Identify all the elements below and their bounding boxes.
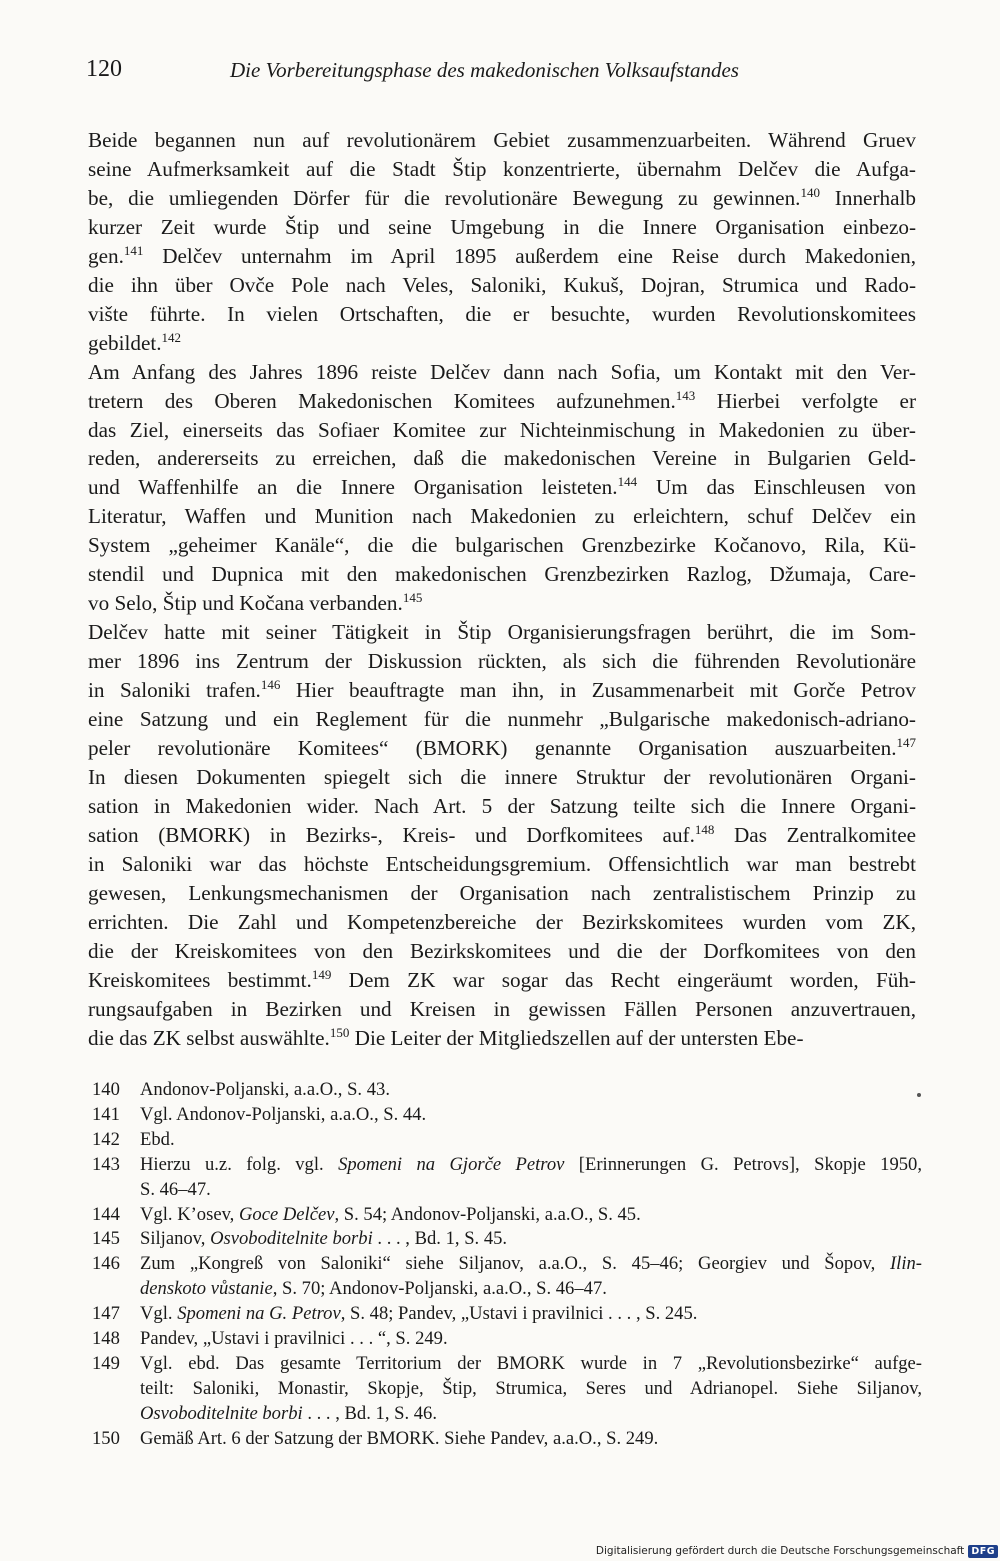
digitization-credit [596,1543,998,1559]
footnote-line [140,1178,922,1203]
line-text: seine Aufmerksamkeit auf die Stadt Štip konzentrierte, übernahm Delčev die Aufga- [88,156,916,181]
footnote-number: 149 [92,1352,120,1374]
footnote-ref[interactable]: 144 [617,474,638,490]
line-text: be, die umliegenden Dörfer für die revolutionäre Bewegung zu gewinnen. [88,185,801,210]
footnote-line [140,1103,922,1128]
footnote-title: Ilin- [889,1253,922,1275]
footnote-text: Vgl. [140,1303,178,1325]
text-line [88,734,916,763]
line-text: vište führte. In vielen Ortschaften, die er besuchte, wurden Revolutionskomitees [88,301,916,326]
main-text [88,126,916,1053]
footnote-text: . . . , Bd. 1, S. 45. [372,1228,508,1250]
running-title: Die Vorbereitungsphase des makedonischen Volksaufstandes [230,58,739,82]
line-text-tail: Delčev unternahm im April 1895 außerdem eine Reise durch Makedonien, [143,243,916,268]
footnote-text: [Erinnerungen G. Petrovs], Skopje 1950, [564,1153,922,1175]
footnote-text: Gemäß Art. 6 der Satzung der BMORK. Siehe Pandev, a.a.O., S. 249. [140,1427,659,1449]
footnote [92,1252,922,1302]
footnote-ref[interactable]: 146 [260,677,281,693]
footnote-title: denskoto vůstanie [140,1278,273,1300]
text-line [88,589,916,618]
line-text: Literatur, Waffen und Munition nach Makedonien zu erleichtern, schuf Delčev ein [88,504,916,529]
paragraph [88,618,916,1052]
text-line [88,444,916,473]
line-text: Beide begannen nun auf revolutionärem Gebiet zusammenzuarbeiten. Während Gruev [88,128,916,152]
line-text: vo Selo, Štip und Kočana verbanden. [88,591,403,616]
line-text: peler revolutionäre Komitees“ (BMORK) genannte Organisation auszuarbeiten. [88,736,897,761]
footnote-text: , S. 54; Andonov-Poljanski, a.a.O., S. 45. [334,1203,641,1225]
text-line [88,531,916,560]
footnote-line [140,1203,922,1228]
line-text: sation (BMORK) in Bezirks-, Kreis- und Dorfkomitees auf. [88,822,695,847]
footnote-number: 141 [92,1103,120,1125]
footnote-number: 147 [92,1303,120,1325]
text-line [88,850,916,879]
footnote-line [140,1078,922,1103]
credit-text: Digitalisierung gefördert durch die Deutsche Forschungsgemeinschaft [595,1545,965,1557]
page-header [86,56,932,88]
text-line [88,821,916,850]
text-line [88,937,916,966]
line-text: kurzer Zeit wurde Štip und seine Umgebung in die Innere Organisation einbezo- [88,214,916,239]
footnote-number: 145 [92,1228,120,1250]
line-text: Delčev hatte mit seiner Tätigkeit in Štip Organisierungsfragen berührt, die im Som- [88,620,916,645]
line-text: rungsaufgaben in Bezirken und Kreisen in gewissen Fällen Personen anzuvertrauen, [88,996,916,1021]
footnote-line [140,1252,922,1277]
line-text: stendil und Dupnica mit den makedonischen Grenzbezirken Razlog, Džumaja, Care- [88,562,916,587]
footnote [92,1128,922,1153]
text-line [88,271,916,300]
text-line [88,300,916,329]
footnote [92,1327,922,1352]
footnote [92,1103,922,1128]
footnote [92,1203,922,1228]
footnote [92,1427,922,1452]
footnote-ref[interactable]: 149 [311,966,332,982]
line-text: eine Satzung und ein Reglement für die nunmehr „Bulgarische makedonisch-adriano- [88,707,916,732]
paragraph [88,358,916,619]
line-text: Kreiskomitees bestimmt. [88,967,312,992]
line-text: Am Anfang des Jahres 1896 reiste Delčev dann nach Sofia, um Kontakt mit den Ver- [88,359,916,384]
line-text-tail: Hier beauftragte man ihn, in Zusammenarbeit mit Gorče Petrov [280,678,916,703]
dfg-logo: DFG [968,1545,998,1558]
text-line [88,416,916,445]
line-text: gebildet. [88,330,162,355]
footnote-text: Vgl. Andonov-Poljanski, a.a.O., S. 44. [140,1103,427,1125]
footnote-text: S. 46–47. [140,1178,211,1200]
footnote-text: Hierzu u.z. folg. vgl. [140,1153,339,1175]
footnote-title: Spomeni na G. Petrov [177,1303,341,1325]
footnote-ref[interactable]: 147 [896,735,916,751]
footnote-ref[interactable]: 148 [694,821,715,837]
line-text: die ihn über Ovče Pole nach Veles, Saloniki, Kukuš, Dojran, Strumica und Rado- [88,272,916,297]
text-line [88,126,916,155]
footnote-text: Vgl. K’osev, [140,1203,239,1225]
text-line [88,763,916,792]
footnote-ref[interactable]: 150 [329,1024,350,1040]
footnote-number: 150 [92,1427,120,1449]
line-text: das Ziel, einerseits das Sofiaer Komitee zur Nichteinmischung in Makedonien zu über- [88,417,916,442]
line-text-tail: Hierbei verfolgte er [695,388,916,413]
footnote-title: Goce Delčev [238,1203,335,1225]
line-text-tail: Dem ZK war sogar das Recht eingeräumt worden, Füh- [331,967,916,992]
footnote-text: . . . , Bd. 1, S. 46. [302,1402,437,1424]
line-text: errichten. Die Zahl und Kompetenzbereiche der Bezirkskomitees wurden vom ZK, [88,909,916,934]
footnote-ref[interactable]: 143 [675,387,696,403]
footnote-line [140,1302,922,1327]
footnote-line [140,1277,922,1302]
footnote-line [140,1128,922,1153]
footnote-number: 143 [92,1153,120,1175]
footnote-text: , S. 70; Andonov-Poljanski, a.a.O., S. 46–47. [272,1278,607,1300]
line-text: in Saloniki trafen. [88,678,261,703]
footnote-text: Ebd. [140,1128,175,1150]
text-line [88,966,916,995]
footnote-title: Osvoboditelnite borbi [140,1402,303,1424]
line-text-tail: Das Zentralkomitee [714,822,916,847]
footnote-ref[interactable]: 145 [402,590,423,606]
footnotes [92,1078,922,1452]
line-text: mer 1896 ins Zentrum der Diskussion rückten, als sich die führenden Revolutionäre [88,649,916,674]
footnote-title: Spomeni na Gjorče Petrov [338,1153,565,1175]
line-text: gen. [88,243,124,268]
text-line [88,358,916,387]
footnote-text: Zum „Kongreß von Saloniki“ siehe Siljanov, a.a.O., S. 45–46; Georgiev und Šopov, [140,1253,890,1275]
text-line [88,155,916,184]
page-number: 120 [86,56,122,82]
text-line [88,705,916,734]
text-line [88,908,916,937]
line-text: und Waffenhilfe an die Innere Organisation leisteten. [88,475,618,500]
text-line [88,792,916,821]
line-text-tail: Die Leiter der Mitgliedszellen auf der untersten Ebe- [349,1025,804,1050]
footnote-number: 140 [92,1079,120,1100]
footnote-text: Andonov-Poljanski, a.a.O., S. 43. [140,1079,390,1100]
text-line [88,560,916,589]
text-line [88,879,916,908]
footnote-title: Osvoboditelnite borbi [210,1228,373,1250]
line-text-tail: Um das Einschleusen von [637,475,916,500]
text-line [88,387,916,416]
text-line [88,647,916,676]
line-text: tretern des Oberen Makedonischen Komitees aufzunehmen. [88,388,676,413]
text-line [88,329,916,358]
footnote-number: 148 [92,1328,120,1350]
footnote-number: 144 [92,1203,120,1225]
line-text: die das ZK selbst auswählte. [88,1025,330,1050]
footnote-number: 142 [92,1128,120,1150]
footnote-text: Pandev, „Ustavi i pravilnici . . . “, S. 249. [140,1328,448,1350]
text-line [88,1024,916,1053]
footnote [92,1153,922,1203]
text-line [88,184,916,213]
footnote-ref[interactable]: 140 [800,184,820,200]
text-line [88,995,916,1024]
footnote-ref[interactable]: 141 [123,242,144,258]
text-line [88,473,916,502]
footnote [92,1078,922,1103]
footnote-line [140,1377,922,1402]
text-line [88,213,916,242]
footnote-text: Siljanov, [140,1228,211,1250]
line-text-tail: Innerhalb [819,185,916,210]
footnote-line [140,1352,922,1377]
line-text: die der Kreiskomitees von den Bezirkskomitees und die der Dorfkomitees von den [88,938,916,963]
line-text: System „geheimer Kanäle“, die die bulgarischen Grenzbezirke Kočanovo, Rila, Kü- [88,533,916,558]
footnote-number: 146 [92,1253,120,1275]
footnote-line [140,1153,922,1178]
text-line [88,242,916,271]
footnote-line [140,1327,922,1352]
footnote [92,1352,922,1427]
footnote-line [140,1227,922,1252]
line-text: gewesen, Lenkungsmechanismen der Organisation nach zentralistischem Prinzip zu [88,880,916,905]
footnote-line [140,1402,922,1427]
line-text: sation in Makedonien wider. Nach Art. 5 der Satzung teilte sich die Innere Organi- [88,793,916,818]
footnote [92,1227,922,1252]
line-text: In diesen Dokumenten spiegelt sich die innere Struktur der revolutionären Organi- [88,764,916,789]
line-text: in Saloniki war das höchste Entscheidungsgremium. Offensichtlich war man bestrebt [88,851,916,876]
text-line [88,502,916,531]
footnote-text: Vgl. ebd. Das gesamte Territorium der BMORK wurde in 7 „Revolutionsbezirke“ aufge- [140,1352,922,1374]
footnote-text: teilt: Saloniki, Monastir, Skopje, Štip, Strumica, Seres und Adrianopel. Siehe Siljanov, [140,1377,922,1399]
footnote [92,1302,922,1327]
paragraph [88,126,916,358]
line-text: reden, andererseits zu erreichen, daß die makedonischen Vereine in Bulgarien Geld- [88,446,916,471]
text-line [88,618,916,647]
text-line [88,676,916,705]
footnote-line [140,1427,922,1452]
footnote-text: , S. 48; Pandev, „Ustavi i pravilnici . . . , S. 245. [340,1303,698,1325]
footnote-ref[interactable]: 142 [161,329,182,345]
